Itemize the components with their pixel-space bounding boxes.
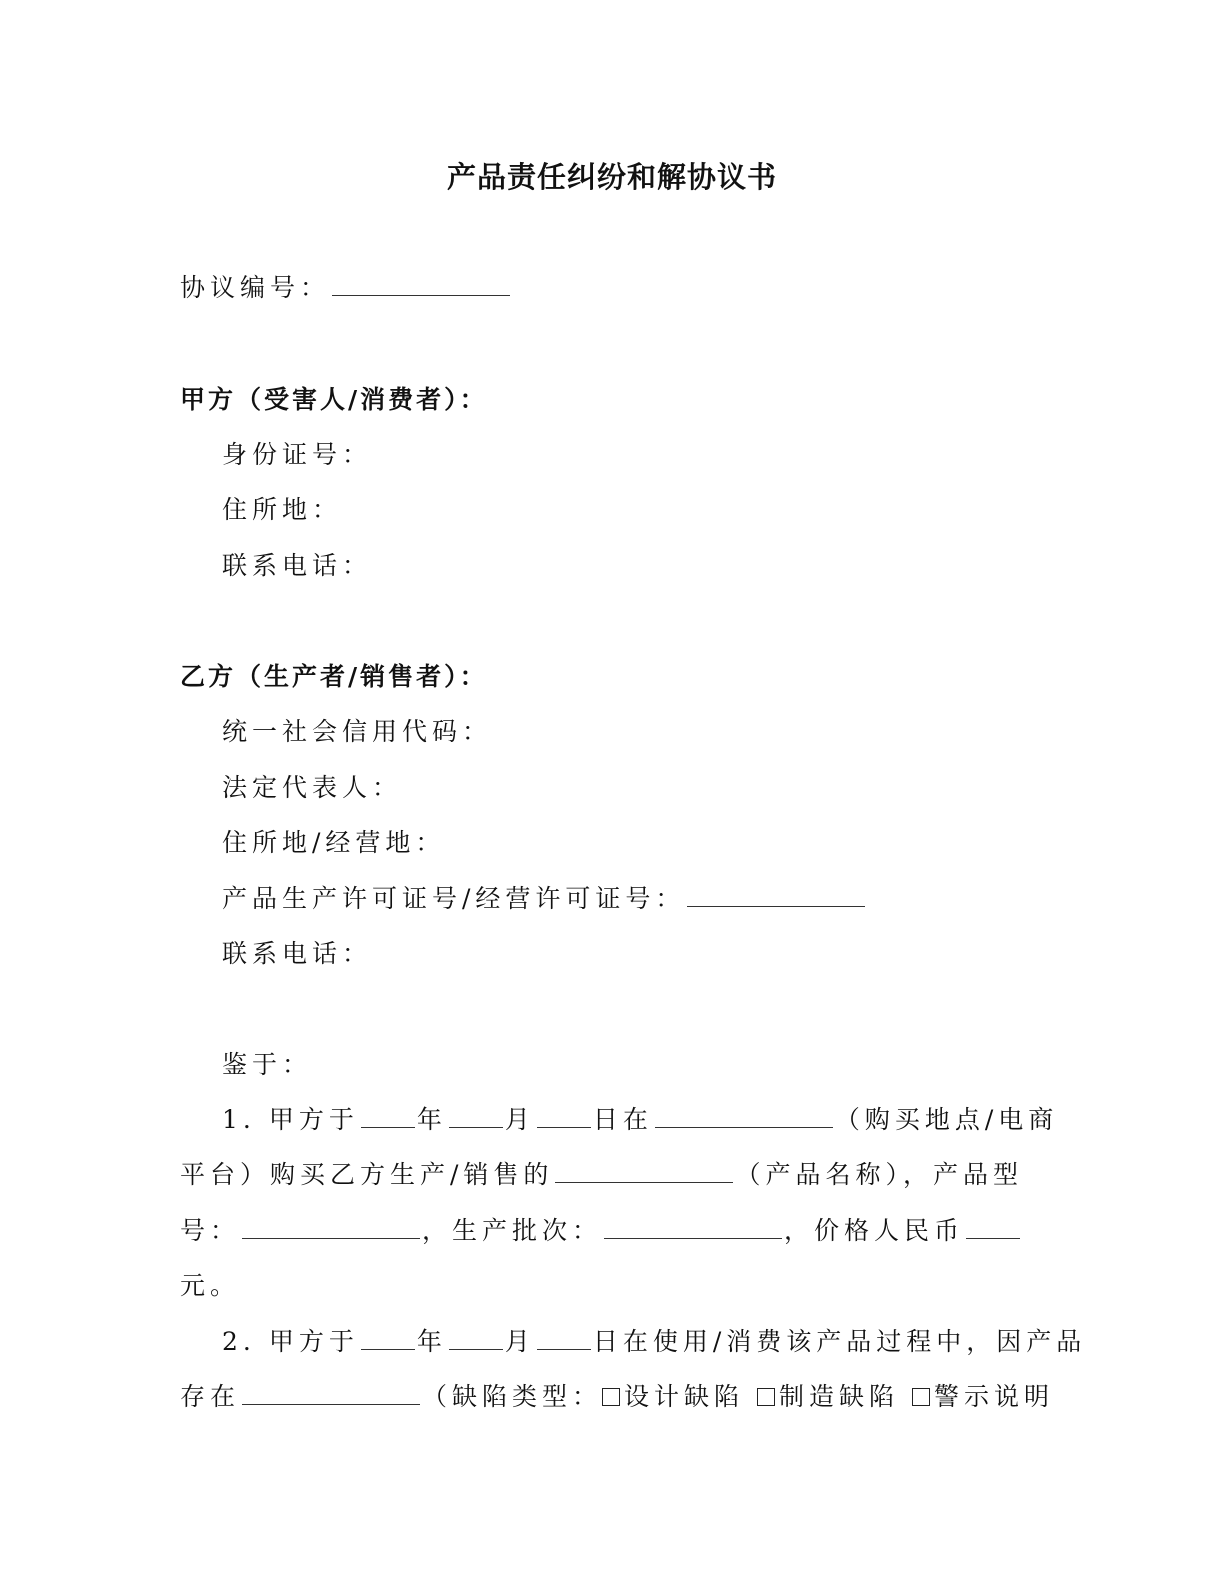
warning-defect-checkbox[interactable]: [912, 1388, 930, 1406]
incident-month-blank[interactable]: [449, 1327, 503, 1350]
clause-text: 平台）购买乙方生产/销售的: [180, 1160, 554, 1189]
design-defect-checkbox[interactable]: [602, 1388, 620, 1406]
clause-text: 甲方于: [268, 1327, 359, 1356]
clause-text: 日在使用/消费该产品过程中，因产品: [592, 1327, 1087, 1356]
clause-1-number: 1.: [222, 1105, 256, 1134]
party-b-phone-field: 联系电话：: [222, 939, 373, 968]
clause-text: 月: [504, 1327, 535, 1356]
party-a-heading: 甲方（受害人/消费者）：: [180, 385, 488, 414]
defect-blank[interactable]: [242, 1382, 420, 1405]
purchase-year-blank[interactable]: [361, 1105, 415, 1128]
design-defect-label: 设计缺陷: [624, 1382, 745, 1411]
agreement-number-blank[interactable]: [332, 273, 510, 296]
license-number-blank[interactable]: [687, 884, 865, 907]
clause-text: 年: [416, 1327, 447, 1356]
clause-text: ，生产批次：: [422, 1216, 603, 1245]
party-b-license-label: 产品生产许可证号/经营许可证号：: [222, 884, 686, 913]
whereas-label: 鉴于：: [222, 1050, 313, 1079]
party-b-legal-rep-field: 法定代表人：: [222, 773, 403, 802]
clause-text: （产品名称），产品型: [735, 1160, 1023, 1189]
purchase-place-blank[interactable]: [655, 1105, 833, 1128]
clause-text: 月: [504, 1105, 535, 1134]
clause-1-line-4: 元。: [180, 1271, 241, 1300]
party-b-address-field: 住所地/经营地：: [222, 828, 446, 857]
clause-text: 日在: [592, 1105, 653, 1134]
warning-defect-label: 警示说明: [933, 1382, 1054, 1411]
clause-2-line-1: [222, 1326, 1086, 1358]
incident-year-blank[interactable]: [361, 1327, 415, 1350]
manufacturing-defect-checkbox[interactable]: [757, 1388, 775, 1406]
product-name-blank[interactable]: [555, 1160, 733, 1183]
clause-2-line-2: [180, 1381, 1054, 1413]
clause-1-line-2: [180, 1159, 1023, 1191]
clause-text: ，价格人民币: [784, 1216, 965, 1245]
clause-1-line-1: [222, 1104, 1058, 1136]
clause-text: 存在: [180, 1382, 241, 1411]
party-b-credit-code-field: 统一社会信用代码：: [222, 717, 493, 746]
clause-text: 号：: [180, 1216, 241, 1245]
clause-1-line-3: [180, 1215, 1022, 1247]
agreement-number-line: [180, 272, 512, 304]
clause-text: 年: [416, 1105, 447, 1134]
manufacturing-defect-label: 制造缺陷: [779, 1382, 900, 1411]
incident-day-blank[interactable]: [537, 1327, 591, 1350]
purchase-month-blank[interactable]: [449, 1105, 503, 1128]
agreement-number-label: 协议编号：: [180, 273, 331, 302]
party-a-address-field: 住所地：: [222, 495, 343, 524]
price-blank[interactable]: [966, 1216, 1020, 1239]
party-a-id-field: 身份证号：: [222, 440, 373, 469]
product-model-blank[interactable]: [242, 1216, 420, 1239]
clause-text: 甲方于: [268, 1105, 359, 1134]
document-title: 产品责任纠纷和解协议书: [446, 160, 777, 194]
production-batch-blank[interactable]: [604, 1216, 782, 1239]
clause-2-number: 2.: [222, 1327, 256, 1356]
party-a-phone-field: 联系电话：: [222, 551, 373, 580]
clause-text: （缺陷类型：: [422, 1382, 603, 1411]
purchase-day-blank[interactable]: [537, 1105, 591, 1128]
clause-text: （购买地点/电商: [834, 1105, 1059, 1134]
party-b-heading: 乙方（生产者/销售者）：: [180, 662, 488, 691]
party-b-license-line: [222, 883, 867, 915]
